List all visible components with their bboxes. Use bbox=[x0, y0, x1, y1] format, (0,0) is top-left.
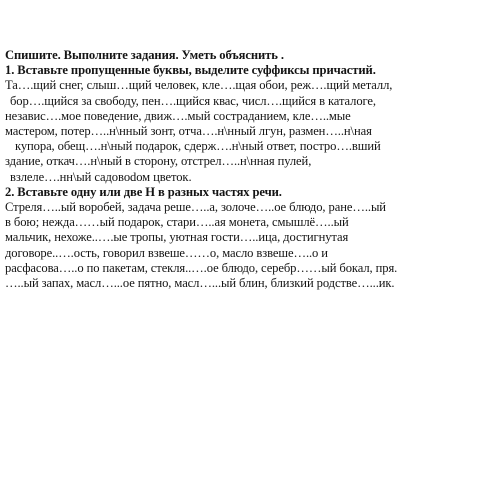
task2-line: …..ый запах, масл…...ое пятно, масл…...ый блин, близкий родстве…...ик. bbox=[5, 276, 395, 291]
task1-line: мастером, потер…..н\нный зонт, отча….н\нный лгун, размен…..н\ная bbox=[5, 124, 372, 139]
worksheet-heading: Спишите. Выполните задания. Уметь объяснить . bbox=[5, 48, 284, 62]
task1-line: взлеле….нн\ый садовodом цветок. bbox=[10, 169, 192, 184]
task2-line: Стреля…..ый воробей, задача реше…..а, золоче…..ое блюдо, ране…..ый bbox=[5, 200, 386, 215]
task2-line: расфасова…..о по пакетам, стекля..….ое блюдо, серебр……ый бокал, пря. bbox=[5, 260, 398, 275]
task1-line: купора, обещ….н\ный подарок, сдерж….н\ный ответ, постро….вший bbox=[15, 139, 381, 154]
task1-line: Та….щий снег, слыш…щий человек, кле….щая обои, реж….щий металл, bbox=[5, 78, 393, 93]
task1-line: независ….мое поведение, движ….мый состраданием, кле…..мые bbox=[5, 108, 351, 123]
task1-line: здание, откач….н\ный в сторону, отстрел…..н\нная пулей, bbox=[5, 154, 312, 169]
task1-title: 1. Вставьте пропущенные буквы, выделите суффиксы причастий. bbox=[5, 63, 376, 78]
task2-line: в бою; нежда……ый подарок, стари…..ая монета, смышлё…..ый bbox=[5, 215, 349, 230]
task2-line: мальчик, нехоже..….ые тропы, уютная гости…..ица, достигнутая bbox=[5, 230, 349, 245]
worksheet-text bbox=[5, 48, 475, 291]
task2-title: 2. Вставьте одну или две Н в разных частях речи. bbox=[5, 184, 282, 199]
task2-line: договоре..….ость, говорил взвеше……о, масло взвеше…..о и bbox=[5, 245, 328, 260]
task1-line: бор….щийся за свободу, пен….щийся квас, числ….щийся в каталоге, bbox=[10, 93, 376, 108]
